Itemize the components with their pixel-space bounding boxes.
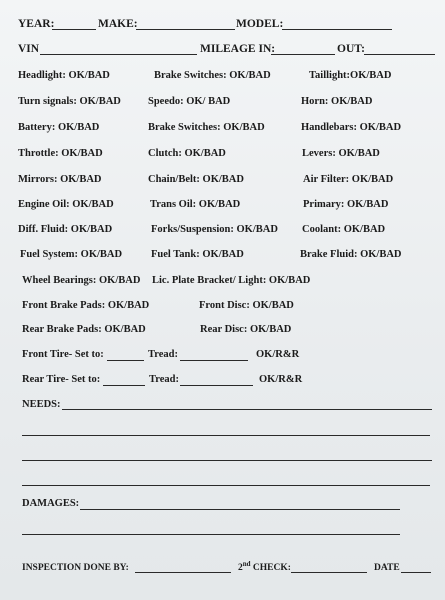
item-primary[interactable]: Primary: OK/BAD (303, 199, 389, 210)
damages-label: DAMAGES: (22, 498, 80, 509)
item-mirrors[interactable]: Mirrors: OK/BAD (18, 174, 102, 185)
second-check-field[interactable] (291, 572, 367, 573)
item-clutch[interactable]: Clutch: OK/BAD (148, 148, 226, 159)
front-tread-label: Tread: (148, 349, 178, 360)
mileage-in-label: MILEAGE IN: (200, 43, 276, 55)
date-field[interactable] (401, 572, 431, 573)
front-tire-set-label: Front Tire- Set to: (22, 349, 104, 360)
item-front-brake-pads[interactable]: Front Brake Pads: OK/BAD (22, 300, 150, 311)
item-brake-fluid[interactable]: Brake Fluid: OK/BAD (300, 249, 402, 260)
vin-field[interactable] (40, 54, 197, 55)
rear-tread-field[interactable] (180, 385, 253, 386)
mileage-out-label: OUT: (337, 43, 365, 55)
item-taillight[interactable]: Taillight:OK/BAD (309, 70, 392, 81)
item-battery[interactable]: Battery: OK/BAD (18, 122, 100, 133)
damages-line-2[interactable] (22, 534, 400, 535)
rear-tire-set-field[interactable] (103, 385, 145, 386)
item-headlight[interactable]: Headlight: OK/BAD (18, 70, 110, 81)
item-engine-oil[interactable]: Engine Oil: OK/BAD (18, 199, 114, 210)
item-rear-brake-pads[interactable]: Rear Brake Pads: OK/BAD (22, 324, 146, 335)
item-levers[interactable]: Levers: OK/BAD (302, 148, 380, 159)
year-label: YEAR: (18, 18, 55, 30)
date-label: DATE (374, 563, 400, 573)
needs-line-3[interactable] (22, 460, 432, 461)
model-label: MODEL: (236, 18, 284, 30)
rear-tire-ok-rr[interactable]: OK/R&R (259, 374, 303, 385)
second-check-label: 2nd CHECK: (238, 559, 291, 573)
inspection-done-by-label: INSPECTION DONE BY: (22, 563, 129, 573)
item-brake-switches-2[interactable]: Brake Switches: OK/BAD (148, 122, 265, 133)
front-tire-set-field[interactable] (107, 360, 144, 361)
vin-label: VIN (18, 43, 40, 55)
item-air-filter[interactable]: Air Filter: OK/BAD (303, 174, 394, 185)
item-wheel-bearings[interactable]: Wheel Bearings: OK/BAD (22, 275, 141, 286)
inspection-done-by-field[interactable] (135, 572, 231, 573)
item-horn[interactable]: Horn: OK/BAD (301, 96, 373, 107)
needs-line-1[interactable] (62, 409, 432, 410)
item-handlebars[interactable]: Handlebars: OK/BAD (301, 122, 402, 133)
make-label: MAKE: (98, 18, 138, 30)
item-diff-fluid[interactable]: Diff. Fluid: OK/BAD (18, 224, 113, 235)
item-lic-plate-bracket[interactable]: Lic. Plate Bracket/ Light: OK/BAD (152, 275, 311, 286)
item-fuel-system[interactable]: Fuel System: OK/BAD (20, 249, 123, 260)
needs-line-4[interactable] (22, 485, 430, 486)
item-front-disc[interactable]: Front Disc: OK/BAD (199, 300, 294, 311)
year-field[interactable] (52, 29, 96, 30)
item-coolant[interactable]: Coolant: OK/BAD (302, 224, 386, 235)
rear-tire-set-label: Rear Tire- Set to: (22, 374, 101, 385)
item-rear-disc[interactable]: Rear Disc: OK/BAD (200, 324, 292, 335)
make-field[interactable] (136, 29, 235, 30)
rear-tread-label: Tread: (149, 374, 179, 385)
needs-line-2[interactable] (22, 435, 430, 436)
item-speedo[interactable]: Speedo: OK/ BAD (148, 96, 231, 107)
needs-label: NEEDS: (22, 399, 61, 410)
item-brake-switches[interactable]: Brake Switches: OK/BAD (154, 70, 271, 81)
front-tread-field[interactable] (180, 360, 248, 361)
item-chain-belt[interactable]: Chain/Belt: OK/BAD (148, 174, 244, 185)
item-turn-signals[interactable]: Turn signals: OK/BAD (18, 96, 121, 107)
item-fuel-tank[interactable]: Fuel Tank: OK/BAD (151, 249, 244, 260)
item-trans-oil[interactable]: Trans Oil: OK/BAD (150, 199, 241, 210)
item-throttle[interactable]: Throttle: OK/BAD (18, 148, 103, 159)
front-tire-ok-rr[interactable]: OK/R&R (256, 349, 300, 360)
damages-line-1[interactable] (80, 509, 400, 510)
mileage-in-field[interactable] (271, 54, 335, 55)
mileage-out-field[interactable] (364, 54, 435, 55)
model-field[interactable] (282, 29, 392, 30)
item-forks-suspension[interactable]: Forks/Suspension: OK/BAD (151, 224, 278, 235)
